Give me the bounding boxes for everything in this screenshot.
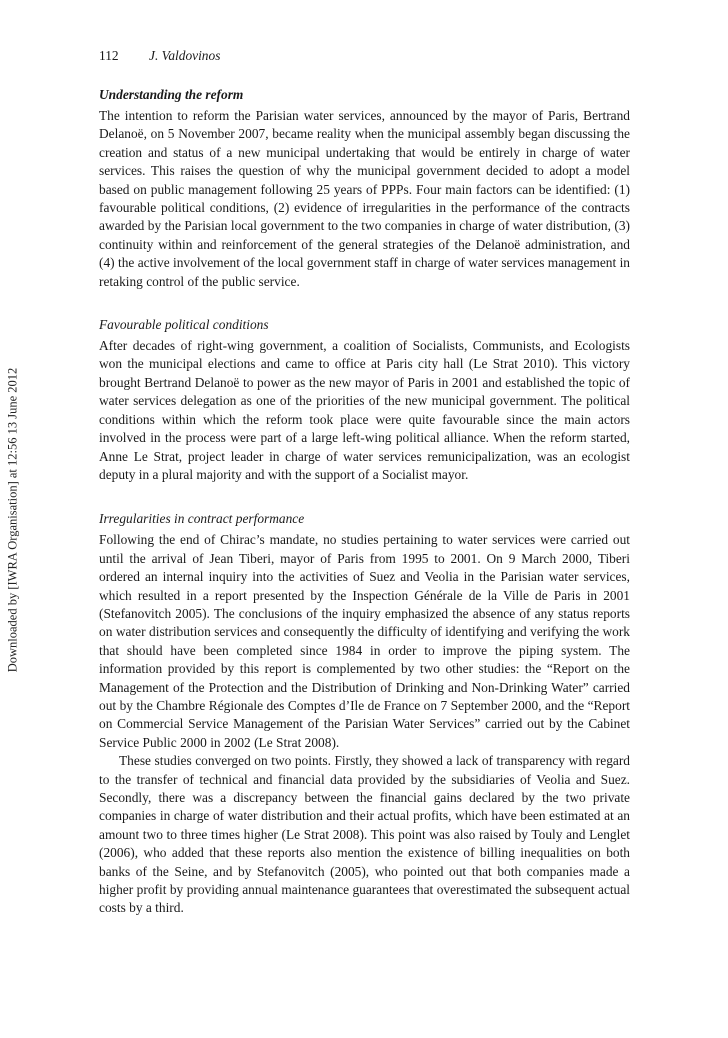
page-number: 112: [99, 48, 119, 63]
subsection-heading-irregularities: Irregularities in contract performance: [99, 511, 305, 527]
download-notice-text: Downloaded by [IWRA Organisation] at 12:56 13 June 2012: [5, 367, 20, 673]
subsection-heading-political: Favourable political conditions: [99, 317, 269, 333]
section-paragraph: The intention to reform the Parisian water services, announced by the mayor of Paris, Bertrand Delanoë, on 5 November 2007, became reality when the municipal assembly began discussing the creation and status of a new municipal undertaking that would be entirely in charge of water services. This raises the question of why the municipal government decided to adopt a model based on public management following 25 years of PPPs. Four main factors can be identified: (1) favourable political conditions, (2) evidence of irregularities in the performance of the contracts awarded by the Parisian local government to the two companies in charge of water distribution, (3) continuity within and reinforcement of the general strategies of the Delanoë administration, and (4) the active involvement of the local government staff in charge of water services management in retaking control of the public service.: [99, 108, 630, 289]
download-watermark: [0, 0, 26, 1038]
section-heading: Understanding the reform: [99, 87, 244, 102]
irregularities-paragraph-2: These studies converged on two points. Firstly, they showed a lack of transparency with regard to the transfer of technical and financial data provided by the subsidiaries of Veolia and Suez. Secondly, there was a discrepancy between the financial gains declared by the two private companies in charge of water distribution and their actual profits, which have been estimated at an amount two to three times higher (Le Strat 2008). This point was also raised by Touly and Lenglet (2006), who added that these reports also mention the existence of billing inequalities on both banks of the Seine, and by Stefanovitch (2005), who pointed out that both companies made a higher profit by providing annual maintenance guarantees that overestimated the subsequent actual costs by a third.: [99, 753, 630, 916]
irregularities-paragraph-1: Following the end of Chirac’s mandate, no studies pertaining to water services were carried out until the arrival of Jean Tiberi, mayor of Paris from 1995 to 2001. On 9 March 2000, Tiberi ordered an internal inquiry into the activities of Suez and Veolia in the Parisian water services, which resulted in a report presented by the Inspection Générale de la Ville de Paris in 2001 (Stefanovitch 2005). The conclusions of the inquiry emphasized the absence of any status reports on water distribution services and consequently the difficulty of identifying and verifying the work that should have been completed since 1984 in order to improve the piping system. The information provided by this report is complemented by two other studies: the “Report on the Management of the Protection and the Distribution of Drinking and Non-Drinking Water” carried out by the Chambre Régionale des Comptes d’Ile de France on 7 September 2000, and the “Report on Commercial Service Management of the Parisian Water Services” carried out by the Cabinet Service Public 2000 in 2002 (Le Strat 2008).: [99, 532, 630, 750]
running-head: [99, 48, 630, 64]
running-author: J. Valdovinos: [149, 48, 221, 63]
political-conditions-paragraph: After decades of right-wing government, a coalition of Socialists, Communists, and Ecologists won the municipal elections and came to office at Paris city hall (Le Strat 2010). This victory brought Bertrand Delanoë to power as the new mayor of Paris in 2001 and established the topic of water services delegation as one of the priorities of the new municipal government. The political conditions within which the reform took place were quite favourable since the main actors involved in the process were part of a large left-wing political alliance. When the reform started, Anne Le Strat, project leader in charge of water services remunicipalization, was an ecologist deputy in a plural majority and with the support of a Socialist mayor.: [99, 338, 630, 482]
page-content: [99, 48, 630, 918]
